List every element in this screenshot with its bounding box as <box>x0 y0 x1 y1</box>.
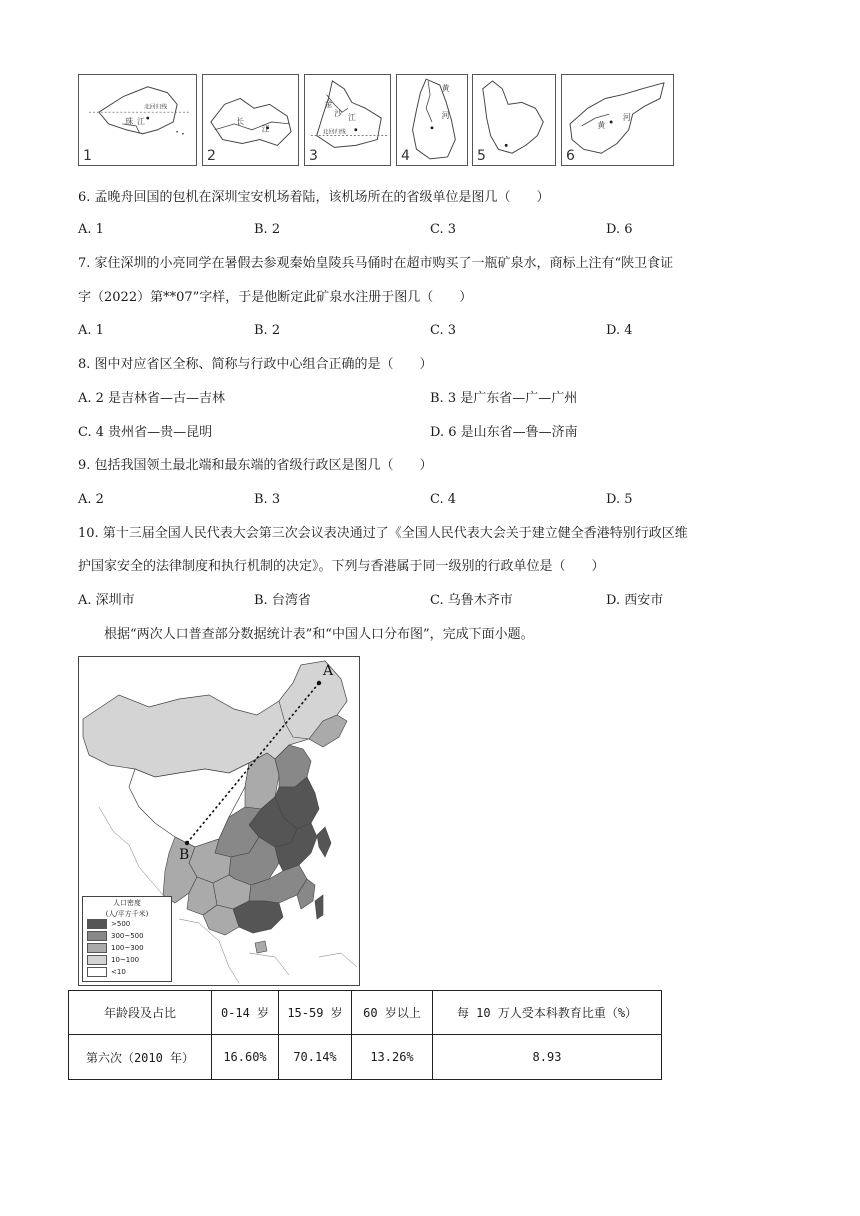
thumbnail-number-4: 4 <box>401 148 410 164</box>
table-header-cell: 每 10 万人受本科教育比重（%） <box>433 991 662 1035</box>
legend-label-1: >500 <box>111 920 131 928</box>
question-6-option-d[interactable]: D. 6 <box>606 222 633 237</box>
section-intro-text: 根据“两次人口普查部分数据统计表”和“中国人口分布图”，完成下面小题。 <box>104 627 534 642</box>
question-9-option-d[interactable]: D. 5 <box>606 492 633 507</box>
question-10-option-b[interactable]: B. 台湾省 <box>254 593 311 608</box>
question-10-option-a[interactable]: A. 深圳市 <box>78 593 135 608</box>
table-cell: 70.14% <box>279 1035 352 1080</box>
question-8-option-b[interactable]: B. 3 是广东省—广—广州 <box>430 391 578 406</box>
legend-swatch-1 <box>87 919 107 929</box>
thumb1-label-b: 江 <box>137 116 145 126</box>
legend-row-2 <box>87 931 144 941</box>
table-cell: 8.93 <box>433 1035 662 1080</box>
thumb6-label-b: 河 <box>622 113 631 122</box>
province-outline-2 <box>203 75 298 165</box>
question-7-stem-line1: 7. 家住深圳的小亮同学在暑假去参观秦始皇陵兵马俑时在超市购买了一瓶矿泉水，商标上注有“陕卫食证 <box>78 256 674 271</box>
table-header-cell: 15-59 岁 <box>279 991 352 1035</box>
question-7-stem-line2: 字（2022）第**07”字样，于是他断定此矿泉水注册于图几（ ） <box>78 290 473 305</box>
table-cell: 16.60% <box>212 1035 279 1080</box>
thumbnail-number-5: 5 <box>477 148 486 164</box>
question-10-stem-line2: 护国家安全的法律制度和执行机制的决定》。下列与香港属于同一级别的行政单位是（ ） <box>78 559 605 574</box>
thumbnail-map-6 <box>561 74 674 166</box>
map-point-a: A <box>323 663 334 679</box>
legend-swatch-2 <box>87 931 107 941</box>
question-10-option-c[interactable]: C. 乌鲁木齐市 <box>430 593 513 608</box>
question-8-stem: 8. 图中对应省区全称、简称与行政中心组合正确的是（ ） <box>78 357 433 372</box>
thumb4-label-b: 河 <box>441 111 450 121</box>
thumbnail-map-4 <box>396 74 468 166</box>
legend-row-3 <box>87 943 144 953</box>
question-10-stem-line1: 10. 第十三届全国人民代表大会第三次会议表决通过了《全国人民代表大会关于建立健全香港特别行政区维 <box>78 526 688 541</box>
table-header-cell: 0-14 岁 <box>212 991 279 1035</box>
thumb3-label-a: 金 <box>324 99 333 109</box>
thumb3-label-tropic: 北回归线 <box>322 129 347 136</box>
population-distribution-map <box>78 656 360 986</box>
density-legend <box>82 896 172 982</box>
thumbnail-number-6: 6 <box>566 148 575 164</box>
question-7-option-a[interactable]: A. 1 <box>78 323 104 338</box>
legend-swatch-3 <box>87 943 107 953</box>
question-7-option-b[interactable]: B. 2 <box>254 323 281 338</box>
thumbnail-number-1: 1 <box>83 148 92 164</box>
province-outline-6 <box>562 75 673 165</box>
thumb1-label-a: 珠 <box>125 116 134 126</box>
legend-swatch-5 <box>87 967 107 977</box>
thumbnail-map-3 <box>304 74 391 166</box>
thumb2-label-a: 长 <box>236 116 245 126</box>
table-cell: 13.26% <box>352 1035 433 1080</box>
question-9-option-c[interactable]: C. 4 <box>430 492 457 507</box>
legend-row-4 <box>87 955 139 965</box>
legend-label-2: 300~500 <box>111 932 144 940</box>
thumbnail-number-2: 2 <box>207 148 216 164</box>
table-header-cell: 60 岁以上 <box>352 991 433 1035</box>
question-8-option-c[interactable]: C. 4 贵州省—贵—昆明 <box>78 425 213 440</box>
question-8-option-a[interactable]: A. 2 是吉林省—古—吉林 <box>78 391 226 406</box>
thumbnail-map-2 <box>202 74 299 166</box>
census-statistics-table <box>68 990 662 1080</box>
question-6-option-b[interactable]: B. 2 <box>254 222 281 237</box>
legend-label-4: 10~100 <box>111 956 140 964</box>
map-point-b: B <box>179 847 190 863</box>
question-9-option-a[interactable]: A. 2 <box>78 492 104 507</box>
question-6-stem: 6. 孟晚舟回国的包机在深圳宝安机场着陆，该机场所在的省级单位是图几（ ） <box>78 190 550 205</box>
thumbnail-map-1 <box>78 74 197 166</box>
legend-title: 人口密度 <box>113 899 141 907</box>
thumb4-label-a: 黄 <box>441 83 450 93</box>
question-10-option-d[interactable]: D. 西安市 <box>606 593 664 608</box>
thumb3-label-b: 沙 <box>334 109 343 119</box>
question-7-option-d[interactable]: D. 4 <box>606 323 633 338</box>
legend-row-5 <box>87 967 126 977</box>
question-6-option-c[interactable]: C. 3 <box>430 222 457 237</box>
thumbnail-map-5 <box>472 74 556 166</box>
thumb3-label-c: 江 <box>347 113 356 122</box>
legend-label-3: 100~300 <box>111 944 144 952</box>
thumbnail-number-3: 3 <box>309 148 318 164</box>
thumb6-label-a: 黄 <box>597 120 606 130</box>
question-9-option-b[interactable]: B. 3 <box>254 492 281 507</box>
table-cell: 第六次（2010 年） <box>69 1035 212 1080</box>
question-8-option-d[interactable]: D. 6 是山东省—鲁—济南 <box>430 425 578 440</box>
table-row <box>69 1035 662 1080</box>
legend-row-1 <box>87 919 130 929</box>
thumb1-label-tropic: 北回归线 <box>143 104 168 111</box>
legend-swatch-4 <box>87 955 107 965</box>
legend-label-5: <10 <box>111 968 126 976</box>
province-outline-1 <box>79 75 196 165</box>
legend-unit: (人/平方千米) <box>105 910 149 918</box>
table-header-row <box>69 991 662 1035</box>
question-6-option-a[interactable]: A. 1 <box>78 222 104 237</box>
question-9-stem: 9. 包括我国领土最北端和最东端的省级行政区是图几（ ） <box>78 458 433 473</box>
table-header-cell: 年龄段及占比 <box>69 991 212 1035</box>
thumb2-label-b: 江 <box>261 124 270 134</box>
question-7-option-c[interactable]: C. 3 <box>430 323 457 338</box>
